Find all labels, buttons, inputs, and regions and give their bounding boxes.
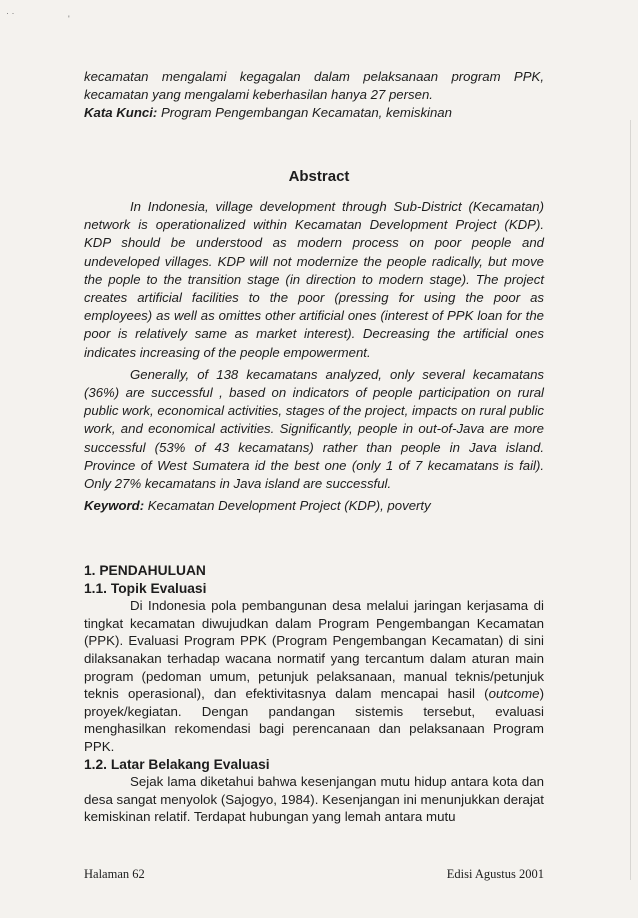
- page-number: Halaman 62: [84, 867, 145, 881]
- outcome-term: outcome: [488, 686, 540, 702]
- indonesian-abstract-tail: [84, 68, 544, 122]
- abstract-paragraph-2: Generally, of 138 kecamatans analyzed, only several kecamatans (36%) are successful , based on indicators of people participation on rural public work, economical activities, stages of the project, impacts on rural public work, and economical activities. Significantly, people in out-of-Java are more successful (53% of 43 kecamatans) rather than people in Java island. Province of West Sumatera id the best one (only 1 of 7 kecamatans is fail). Only 27% kecamatans in Java island are successful.: [84, 366, 544, 492]
- scan-edge-line: [630, 120, 631, 880]
- scan-speck: · ·: [6, 8, 15, 18]
- abstract-body: [84, 198, 544, 519]
- edition-label: Edisi Agustus 2001: [446, 867, 544, 881]
- body-paragraph-1-end: ) proyek/kegiatan. Dengan pandangan sistemis tersebut, evaluasi menghasilkan rekomendasi bagi perencanaan dan pelaksanaan Program PPK.: [84, 686, 544, 754]
- section-heading-pendahuluan: 1. PENDAHULUAN: [84, 563, 206, 578]
- body-paragraph-1-start: Di Indonesia pola pembangunan desa melalui jaringan kerjasama di tingkat kecamatan diwujudkan dalam Program Pengembangan Kecamatan (PPK). Evaluasi Program PPK (Program Pengembangan Kecamatan) di sini dilaksanakan terhadap wacana normatif yang tercantum dalam aturan main program (pedoman umum, petunjuk pelaksanaan, manual teknis/petunjuk teknis operasional), dan efektivitasnya dalam mencapai hasil (: [84, 598, 544, 702]
- subsection-heading-topik: 1.1. Topik Evaluasi: [84, 580, 207, 596]
- keywords-label: Kata Kunci:: [84, 105, 158, 120]
- scan-speck: ': [68, 14, 70, 24]
- keyword-label: Keyword:: [84, 498, 145, 514]
- abstract-heading: Abstract: [288, 168, 350, 185]
- subsection-heading-latar-belakang: 1.2. Latar Belakang Evaluasi: [84, 756, 270, 772]
- body-paragraph-2: Sejak lama diketahui bahwa kesenjangan mutu hidup antara kota dan desa sangat menyolok (Sajogyo, 1984). Kesenjangan ini menunjukkan derajat kemiskinan relatif. Terdapat hubungan yang lemah antara mutu: [84, 774, 544, 825]
- intro-keywords: [84, 104, 544, 122]
- keywords-text: Program Pengembangan Kecamatan, kemiskinan: [157, 105, 452, 120]
- keyword-text: Kecamatan Development Project (KDP), poverty: [144, 498, 431, 514]
- abstract-paragraph-1: In Indonesia, village development through Sub-District (Kecamatan) network is operationalized within Kecamatan Development Project (KDP). KDP should be understood as modern process on poor people and undeveloped villages. KDP will not modernize the people radically, but move the pople to the transition stage (in direction to modern stage). The project creates artificial facilities to the poor (pressing for using the poor as employees) as well as omittes other artificial ones (interest of PPK loan for the poor is relatively same as market interest). Decreasing the artificial ones indicates increasing of the people empowerment.: [84, 199, 544, 360]
- intro-text: kecamatan mengalami kegagalan dalam pelaksanaan program PPK, kecamatan yang mengalami keberhasilan hanya 27 persen.: [84, 69, 544, 102]
- abstract-keywords: [84, 497, 544, 515]
- main-body: [84, 562, 544, 826]
- body-paragraph-1: [84, 597, 544, 755]
